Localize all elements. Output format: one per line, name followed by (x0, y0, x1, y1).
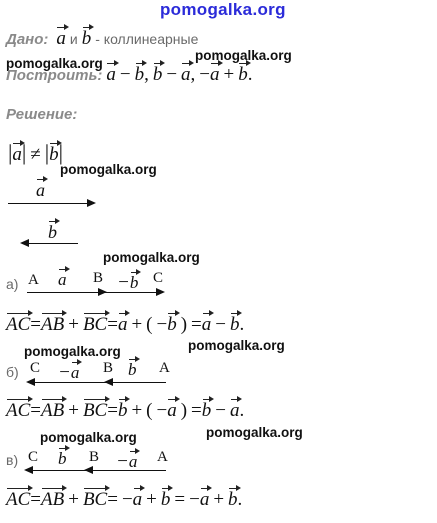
period: . (239, 314, 245, 335)
case-a-formula (6, 314, 244, 336)
operator: + (68, 314, 79, 335)
equals-sign: = (107, 489, 118, 510)
vector-a: a (181, 64, 191, 85)
operator: + (223, 64, 235, 85)
vector-a: a (167, 400, 177, 421)
watermark: pomogalka.org (40, 430, 137, 445)
paren: ) (180, 400, 188, 421)
equals-sign: = (107, 400, 118, 421)
segment-AB-arrow (27, 292, 105, 293)
solution-label: Решение: (6, 106, 78, 123)
watermark: pomogalka.org (195, 48, 292, 63)
vector-a: a (117, 314, 128, 335)
case-a-marker: а) (6, 276, 19, 292)
segment-BC-arrow (26, 470, 88, 471)
operator: + (68, 489, 79, 510)
site-header: pomogalka.org (160, 0, 286, 19)
vector-a: a (58, 270, 67, 289)
separator: , (144, 64, 149, 85)
vector-a: a (106, 64, 116, 85)
vector-b: b (134, 64, 145, 85)
operator: + (131, 400, 143, 421)
vector-b: b (229, 314, 240, 335)
inequality: |a| ≠ |b| (8, 140, 64, 165)
construct-label: Построить: (6, 67, 103, 84)
vector-AB: AB (41, 489, 65, 510)
vector-a: a (12, 144, 22, 165)
case-b-marker: б) (6, 364, 19, 380)
vector-b: b (152, 64, 163, 85)
equals-sign: = (107, 314, 118, 335)
vector-AB: AB (41, 400, 65, 421)
period: . (247, 64, 253, 85)
operator: + (213, 489, 225, 510)
vector-BC: BC (82, 314, 108, 335)
watermark: pomogalka.org (188, 338, 285, 353)
vector-b: b (81, 28, 92, 49)
segment-BC-arrow (28, 382, 108, 383)
vector-b: b (238, 64, 248, 85)
period: . (237, 489, 243, 510)
watermark: pomogalka.org (103, 250, 200, 265)
vector-b: b (167, 314, 177, 335)
vector-BC: BC (82, 400, 108, 421)
operator: − (121, 489, 133, 510)
period: . (239, 400, 245, 421)
operator: − (166, 64, 178, 85)
operator: − (156, 400, 168, 421)
given-and: и (69, 31, 78, 47)
operator: − (58, 362, 71, 383)
operator: − (119, 64, 131, 85)
vector-a: a (199, 489, 210, 510)
given-tail: - коллинеарные (95, 31, 199, 47)
point-A: A (157, 449, 168, 465)
operator: − (199, 64, 211, 85)
watermark: pomogalka.org (24, 344, 121, 359)
vector-b: b (128, 360, 137, 379)
operator: + (146, 489, 157, 510)
construct-line (6, 64, 252, 86)
segment-AB-arrow (106, 382, 166, 383)
point-A: A (28, 272, 39, 288)
not-equal-sign: ≠ (30, 144, 41, 165)
watermark: pomogalka.org (206, 425, 303, 440)
operator: + (131, 314, 143, 335)
vector-a: a (70, 363, 80, 382)
vector-AC: AC (6, 400, 31, 421)
equals-sign: = (30, 400, 41, 421)
given-line (6, 28, 198, 50)
separator: , (190, 64, 196, 85)
vector-AC: AC (6, 489, 31, 510)
vector-a: a (132, 489, 143, 510)
vector-b-label: b (48, 222, 57, 242)
point-C: C (30, 360, 41, 376)
segment-AB-arrow (86, 470, 166, 471)
watermark: pomogalka.org (6, 56, 103, 71)
vector-b: b (228, 489, 238, 510)
vector-a: a (128, 452, 138, 471)
operator: − (189, 489, 200, 510)
vector-b: b (58, 449, 67, 468)
point-B: B (89, 449, 100, 465)
vector-b: b (117, 400, 128, 421)
equals-sign: = (191, 314, 202, 335)
vector-AB: AB (41, 314, 65, 335)
vector-b: b (201, 400, 212, 421)
case-c-formula (6, 489, 242, 511)
segment-BC-arrow (100, 292, 163, 293)
equals-sign: = (30, 489, 41, 510)
vector-b: b (129, 273, 139, 292)
given-label: Дано: (6, 31, 49, 48)
paren: ( (146, 314, 153, 335)
vector-AC: AC (6, 314, 31, 335)
operator: − (116, 451, 129, 472)
case-b-formula (6, 400, 244, 422)
operator: − (156, 314, 168, 335)
vector-a: a (210, 64, 220, 85)
operator: − (215, 314, 226, 335)
operator: − (215, 400, 226, 421)
point-B: B (103, 360, 114, 376)
vector-a: a (56, 28, 66, 49)
point-A: A (159, 360, 170, 376)
point-C: C (28, 449, 39, 465)
point-C: C (153, 270, 164, 286)
vector-a: a (229, 400, 240, 421)
point-B: B (93, 270, 104, 286)
vector-BC: BC (82, 489, 108, 510)
vector-b: b (160, 489, 171, 510)
operator: − (117, 272, 130, 293)
paren: ( (146, 400, 153, 421)
vector-a-label: a (36, 180, 45, 200)
watermark: pomogalka.org (60, 162, 157, 177)
equals-sign: = (191, 400, 202, 421)
vector-a: a (201, 314, 212, 335)
vector-b: b (49, 144, 59, 165)
equals-sign: = (174, 489, 186, 510)
case-c-marker: в) (6, 452, 19, 468)
vector-b-arrow (22, 243, 78, 244)
paren: ) (180, 314, 188, 335)
operator: + (68, 400, 79, 421)
equals-sign: = (30, 314, 41, 335)
vector-a-arrow (8, 203, 94, 204)
